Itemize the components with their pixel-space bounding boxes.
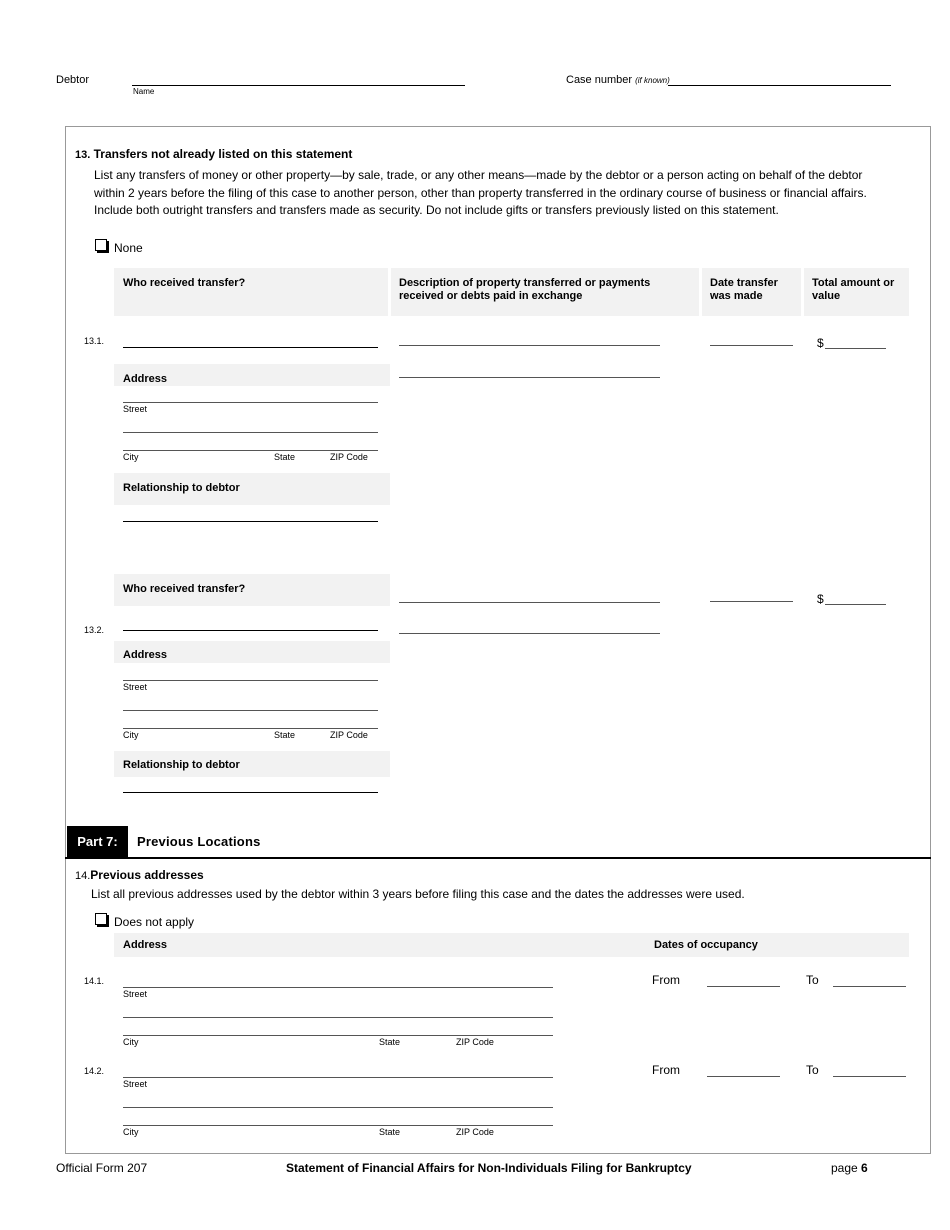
section13-desc-line-1: List any transfers of money or other property—by sale, trade, or any other means—made by the debtor or a person acting on behalf of the debtor bbox=[94, 168, 863, 182]
entry-14-1-street2-field[interactable] bbox=[123, 1017, 553, 1018]
entry-13-1-city-label: City bbox=[123, 452, 139, 462]
entry-14-1-street-label: Street bbox=[123, 989, 148, 999]
entry-13-1-description-field-1[interactable] bbox=[399, 345, 660, 346]
entry-14-2-city-label: City bbox=[123, 1127, 139, 1137]
section13-heading bbox=[75, 147, 352, 161]
part7-rule bbox=[65, 857, 931, 859]
entry-13-1-city-field[interactable] bbox=[123, 450, 378, 451]
part7-title: Previous Locations bbox=[137, 834, 261, 849]
footer-title: Statement of Financial Affairs for Non-Individuals Filing for Bankruptcy bbox=[286, 1161, 692, 1175]
entry-14-1-number: 14.1. bbox=[84, 976, 105, 986]
debtor-label: Debtor bbox=[56, 74, 90, 86]
footer-page bbox=[831, 1161, 868, 1175]
col-dates-label: Dates of occupancy bbox=[654, 939, 758, 951]
col-description-label: Description of property transferred or payments received or debts paid in exchange bbox=[399, 277, 651, 302]
case-number-field[interactable] bbox=[668, 85, 891, 86]
section13-desc-line-3: Include both outright transfers and transfers made as security. Do not include gifts or transfers previously listed on this statement. bbox=[94, 203, 779, 217]
entry-13-2-relationship-field[interactable] bbox=[123, 792, 378, 793]
entry-14-1-from-field[interactable] bbox=[707, 986, 780, 987]
entry-13-2-city-field[interactable] bbox=[123, 728, 378, 729]
does-not-apply-label: Does not apply bbox=[114, 915, 195, 929]
none-label: None bbox=[114, 241, 143, 255]
entry-14-2-street-field[interactable] bbox=[123, 1077, 553, 1078]
entry-13-1-description-field-2[interactable] bbox=[399, 377, 660, 378]
entry-14-2-to-field[interactable] bbox=[833, 1076, 906, 1077]
section13-title: Transfers not already listed on this statement bbox=[93, 147, 353, 161]
none-checkbox[interactable] bbox=[95, 239, 107, 251]
section13-number: 13. bbox=[75, 149, 91, 161]
entry-13-2-zip-label: ZIP Code bbox=[330, 730, 368, 740]
entry-13-1-dollar: $ bbox=[817, 336, 824, 350]
section14-title: Previous addresses bbox=[90, 868, 204, 882]
entry-14-1-city-label: City bbox=[123, 1037, 139, 1047]
entry-13-1-street-field[interactable] bbox=[123, 402, 378, 403]
footer-page-number: 6 bbox=[861, 1161, 868, 1175]
entry-13-1-number: 13.1. bbox=[84, 336, 105, 346]
entry-14-2-from-field[interactable] bbox=[707, 1076, 780, 1077]
entry-13-2-dollar: $ bbox=[817, 592, 824, 606]
entry-14-2-from-label: From bbox=[652, 1063, 680, 1077]
entry-14-1-to-field[interactable] bbox=[833, 986, 906, 987]
debtor-name-field[interactable] bbox=[132, 85, 465, 86]
entry-14-2-state-label: State bbox=[379, 1127, 401, 1137]
section14-heading bbox=[75, 868, 204, 882]
footer-page-label: page bbox=[831, 1161, 858, 1175]
entry-13-2-who-label: Who received transfer? bbox=[123, 583, 246, 595]
entry-14-1-zip-label: ZIP Code bbox=[456, 1037, 494, 1047]
entry-13-2-amount-field[interactable] bbox=[825, 604, 886, 605]
entry-13-1-zip-label: ZIP Code bbox=[330, 452, 368, 462]
col-who-label: Who received transfer? bbox=[123, 277, 246, 289]
section13-desc-line-2: within 2 years before the filing of this case to another person, other than property transferred in the ordinary course of business or financial affairs. bbox=[94, 185, 867, 200]
col-total-label: Total amount or value bbox=[812, 277, 895, 302]
entry-14-1-to-label: To bbox=[806, 973, 819, 987]
section14-number: 14. bbox=[75, 870, 91, 882]
footer-form-name: Official Form 207 bbox=[56, 1161, 148, 1175]
entry-13-2-relationship-label: Relationship to debtor bbox=[123, 759, 240, 771]
entry-13-2-recipient-field[interactable] bbox=[123, 630, 378, 631]
entry-13-1-state-label: State bbox=[274, 452, 296, 462]
entry-14-2-number: 14.2. bbox=[84, 1066, 105, 1076]
case-number-label bbox=[566, 74, 670, 86]
entry-13-1-amount-field[interactable] bbox=[825, 348, 886, 349]
entry-13-1-street2-field[interactable] bbox=[123, 432, 378, 433]
section14-description: List all previous addresses used by the debtor within 3 years before filing this case and the dates the addresses were used. bbox=[91, 887, 745, 901]
entry-14-2-street-label: Street bbox=[123, 1079, 148, 1089]
entry-13-2-street-label: Street bbox=[123, 682, 148, 692]
section14-table-header bbox=[114, 933, 909, 957]
col-date-label: Date transfer was made bbox=[710, 277, 778, 302]
entry-13-2-date-field[interactable] bbox=[710, 601, 793, 602]
entry-13-2-description-field-1[interactable] bbox=[399, 602, 660, 603]
section13-description bbox=[94, 167, 924, 220]
entry-14-1-city-field[interactable] bbox=[123, 1035, 553, 1036]
case-number-text: Case number bbox=[566, 74, 633, 86]
entry-14-1-state-label: State bbox=[379, 1037, 401, 1047]
entry-14-2-zip-label: ZIP Code bbox=[456, 1127, 494, 1137]
entry-13-2-street2-field[interactable] bbox=[123, 710, 378, 711]
entry-14-2-street2-field[interactable] bbox=[123, 1107, 553, 1108]
entry-14-2-to-label: To bbox=[806, 1063, 819, 1077]
entry-14-1-street-field[interactable] bbox=[123, 987, 553, 988]
entry-13-1-relationship-field[interactable] bbox=[123, 521, 378, 522]
does-not-apply-checkbox[interactable] bbox=[95, 913, 107, 925]
entry-13-2-description-field-2[interactable] bbox=[399, 633, 660, 634]
case-number-note: (if known) bbox=[635, 76, 670, 85]
entry-13-1-relationship-label: Relationship to debtor bbox=[123, 482, 240, 494]
entry-13-2-state-label: State bbox=[274, 730, 296, 740]
col-who-header bbox=[114, 268, 388, 316]
entry-14-1-from-label: From bbox=[652, 973, 680, 987]
entry-13-2-street-field[interactable] bbox=[123, 680, 378, 681]
name-caption: Name bbox=[133, 87, 155, 96]
part7-tab: Part 7: bbox=[67, 826, 128, 858]
entry-13-2-number: 13.2. bbox=[84, 625, 105, 635]
entry-13-1-recipient-field[interactable] bbox=[123, 347, 378, 348]
entry-14-2-city-field[interactable] bbox=[123, 1125, 553, 1126]
entry-13-2-city-label: City bbox=[123, 730, 139, 740]
col-address-label: Address bbox=[123, 939, 168, 951]
entry-13-1-date-field[interactable] bbox=[710, 345, 793, 346]
entry-13-2-address-label: Address bbox=[123, 649, 168, 661]
entry-13-1-address-label: Address bbox=[123, 373, 168, 385]
entry-13-1-street-label: Street bbox=[123, 404, 148, 414]
